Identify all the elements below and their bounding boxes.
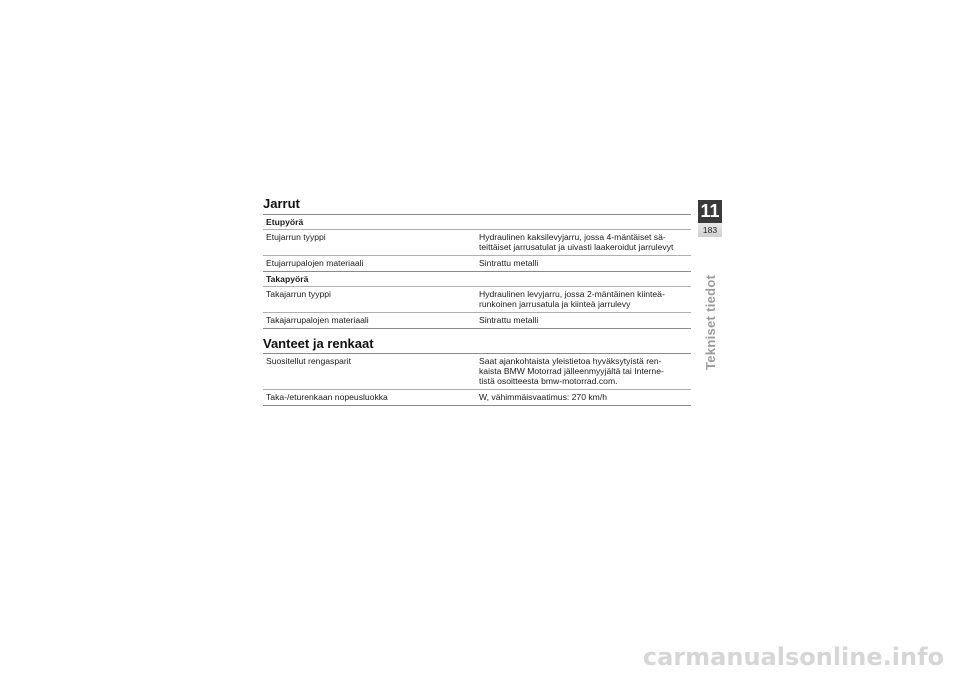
chapter-title: Tekniset tiedot (703, 274, 718, 370)
table-row (263, 390, 691, 405)
wheels-table (263, 353, 691, 406)
row-value: W, vähimmäisvaatimus: 270 km/h (479, 392, 607, 402)
watermark: carmanualsonline.info (642, 643, 944, 671)
table-divider (263, 328, 691, 329)
row-value: Saat ajankohtaista yleistietoa hyväksytyistä ren- kaista BMW Motorrad jälleenmyyjältä tai Interne- tistä osoitteesta bmw-motorrad.com. (479, 356, 664, 386)
row-label: Suositellut rengasparit (266, 356, 352, 366)
row-label: Takajarrun tyyppi (266, 289, 331, 299)
row-label: Takajarrupalojen materiaali (266, 315, 369, 325)
row-label: Etujarrupalojen materiaali (266, 258, 364, 268)
row-value: Sintrattu metalli (479, 315, 539, 325)
group-heading-rear: Takapyörä (266, 274, 309, 284)
table-row (263, 354, 691, 389)
table-row (263, 256, 691, 271)
chapter-title-wrap (700, 272, 720, 372)
table-row (263, 313, 691, 328)
brakes-table (263, 214, 691, 329)
row-value: Sintrattu metalli (479, 258, 539, 268)
table-divider (263, 405, 691, 406)
row-value: Hydraulinen levyjarru, jossa 2-mäntäinen kiinteä- runkoinen jarrusatula ja kiinteä jarrulevy (479, 289, 665, 309)
row-label: Etujarrun tyyppi (266, 232, 326, 242)
page-number: 183 (702, 225, 718, 235)
group-heading-front: Etupyörä (266, 217, 304, 227)
chapter-number: 11 (700, 201, 720, 221)
table-row (263, 287, 691, 312)
row-label: Taka-/eturenkaan nopeusluokka (266, 392, 388, 402)
table-row (263, 230, 691, 255)
section-title-wheels: Vanteet ja renkaat (263, 336, 374, 351)
row-value: Hydraulinen kaksilevyjarru, jossa 4-mäntäiset sä- teittäiset jarrusatulat ja uivasti laakeroidut jarrulevyt (479, 232, 674, 252)
section-title-brakes: Jarrut (263, 196, 300, 211)
